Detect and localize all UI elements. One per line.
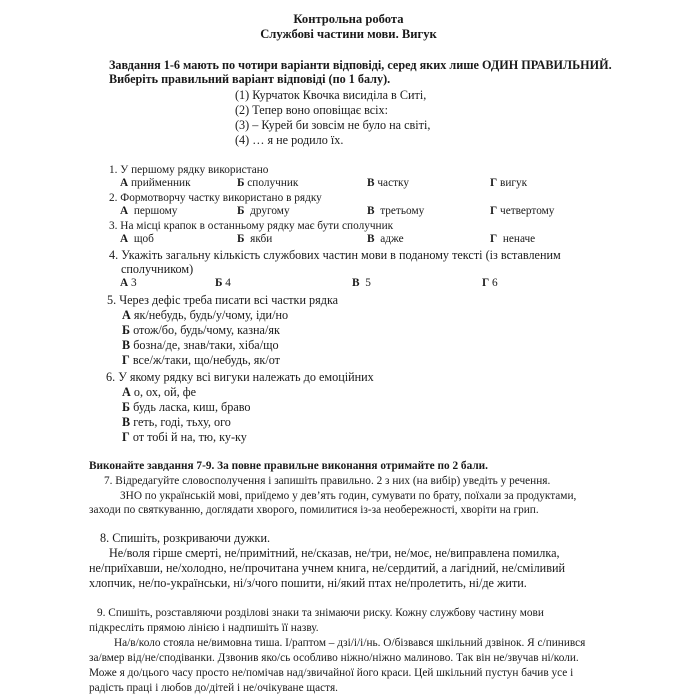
- option-b: [237, 233, 272, 246]
- option-text: будь ласка, киш, браво: [130, 400, 251, 414]
- option-text: отож/бо, будь/чому, казна/як: [130, 323, 280, 337]
- option-a: [122, 385, 196, 399]
- option-key: В: [367, 177, 375, 189]
- option-v: [367, 205, 424, 218]
- option-key: Б: [237, 205, 245, 217]
- option-key: Г: [482, 277, 490, 289]
- option-key: В: [367, 205, 375, 217]
- option-v: [352, 277, 371, 290]
- task-line: ЗНО по українській мові, приїдемо у дев’ять годин, сумувати по брату, поїхали за продуктами,: [120, 490, 577, 502]
- option-key: Г: [490, 177, 498, 189]
- option-key: Б: [215, 277, 223, 289]
- option-text: щоб: [128, 233, 154, 245]
- question-text-continued: сполучником): [121, 262, 194, 276]
- option-b: [122, 400, 251, 414]
- option-a: [120, 177, 191, 190]
- option-text: адже: [374, 233, 404, 245]
- task-line: заходи по святкуванню, доглядати хворого, помилитися із-за необережності, хворіти на грип.: [89, 504, 539, 516]
- option-key: Б: [122, 400, 131, 414]
- option-b: [237, 177, 298, 190]
- option-text: геть, годі, тьху, ого: [130, 415, 231, 429]
- option-a: [120, 277, 137, 290]
- task-line: хлопчик, не/по-українськи, ні/з/чого пошити, ні/який птах не/пролетить, ні/де жити.: [89, 576, 527, 590]
- option-b: [237, 205, 290, 218]
- task-line: На/в/коло стояла не/вимовна тиша. І/раптом – дзі/і/і/нь. О/бізвався шкільний дзвінок. Я с/пинився: [114, 637, 586, 649]
- option-key: Г: [490, 233, 498, 245]
- task-line: не/приїхавши, не/холодно, не/прочитана учнем книга, не/сердитий, а лагідний, не/сміливий: [89, 561, 565, 575]
- question-text: 6. У якому рядку всі вигуки належать до емоційних: [106, 370, 374, 384]
- option-text: частку: [374, 177, 409, 189]
- option-text: третьому: [374, 205, 425, 217]
- question-text: 2. Формотворчу частку використано в рядку: [109, 192, 322, 204]
- document-subtitle: Службові частини мови. Вигук: [260, 27, 437, 41]
- option-g: [490, 205, 554, 218]
- option-text: четвертому: [497, 205, 555, 217]
- option-key: В: [122, 415, 131, 429]
- task-text-continued: підкресліть прямою лінією і надпишіть її назву.: [89, 622, 319, 634]
- option-g: [122, 430, 247, 444]
- document-title: Контрольна робота: [293, 12, 404, 26]
- option-key: А: [120, 277, 129, 289]
- poem-line: (4) … я не родило їх.: [235, 133, 344, 147]
- task-line: за/вмер від/не/сподіванки. Дзвонив яко/сь особливо ніжно/ніжно малиново. Так він не/звучав ні/коли.: [89, 652, 579, 664]
- option-key: А: [122, 385, 131, 399]
- task-text: 8. Спишіть, розкриваючи дужки.: [100, 531, 271, 545]
- option-v: [367, 233, 404, 246]
- option-text: якби: [244, 233, 273, 245]
- question-text: 3. На місці крапок в останньому рядку має бути сполучник: [109, 220, 394, 232]
- option-key: А: [120, 233, 129, 245]
- option-a: [120, 205, 177, 218]
- task-line: радість праці і любов до/дітей і не/очікуване щастя.: [89, 682, 338, 694]
- option-text: сполучник: [244, 177, 299, 189]
- task-line: Може я до/цього часу просто не/помічав над/звичайної його краси. Цей шкільний пустун бачив усе і: [89, 667, 574, 679]
- option-a: [120, 233, 154, 246]
- option-b: [215, 277, 231, 290]
- option-v: [122, 415, 231, 429]
- poem-line: (1) Курчаток Квочка висиділа в Ситі,: [235, 88, 427, 102]
- option-text: прийменник: [128, 177, 191, 189]
- option-a: [122, 308, 288, 322]
- option-key: Г: [490, 205, 498, 217]
- option-g: [482, 277, 498, 290]
- option-key: Г: [122, 430, 130, 444]
- instructions-line-2: Виберіть правильний варіант відповіді (по 1 балу).: [109, 72, 391, 86]
- option-text: все/ж/таки, що/небудь, як/от: [129, 353, 280, 367]
- option-v: [367, 177, 409, 190]
- option-key: В: [367, 233, 375, 245]
- poem-line: (3) – Курей би зовсім не було на світі,: [235, 118, 431, 132]
- option-text: от тобі й на, тю, ку-ку: [129, 430, 247, 444]
- option-g: [490, 233, 535, 246]
- poem-line: (2) Тепер воно оповіщає всіх:: [235, 103, 389, 117]
- option-text: другому: [244, 205, 290, 217]
- option-key: В: [122, 338, 131, 352]
- option-text: 5: [359, 277, 371, 289]
- option-text: 6: [489, 277, 498, 289]
- option-key: А: [120, 205, 129, 217]
- instructions-line-1: Завдання 1-6 мають по чотири варіанти відповіді, серед яких лише ОДИН ПРАВИЛЬНИЙ.: [109, 58, 612, 72]
- option-text: як/небудь, будь/у/чому, іди/но: [130, 308, 289, 322]
- option-g: [122, 353, 280, 367]
- instructions-7-9: Виконайте завдання 7-9. За повне правильне виконання отримайте по 2 бали.: [89, 460, 488, 472]
- option-b: [122, 323, 280, 337]
- task-line: Не/воля гірше смерті, не/примітний, не/сказав, не/три, не/моє, не/виправлена помилка,: [109, 546, 560, 560]
- option-key: Б: [122, 323, 131, 337]
- option-text: о, ох, ой, фе: [130, 385, 197, 399]
- task-text: 7. Відредагуйте словосполучення і запишіть правильно. 2 з них (на вибір) уведіть у речення.: [104, 475, 551, 487]
- option-v: [122, 338, 279, 352]
- option-key: Б: [237, 177, 245, 189]
- option-key: Г: [122, 353, 130, 367]
- option-key: В: [352, 277, 360, 289]
- question-text: 5. Через дефіс треба писати всі частки рядка: [107, 293, 339, 307]
- option-text: 4: [222, 277, 231, 289]
- option-key: А: [122, 308, 131, 322]
- question-text: 4. Укажіть загальну кількість службових частин мови в поданому тексті (із вставленим: [109, 248, 561, 262]
- option-key: Б: [237, 233, 245, 245]
- question-text: 1. У першому рядку використано: [109, 164, 269, 176]
- task-text: 9. Спишіть, розставляючи розділові знаки та знімаючи риску. Кожну службову частину мови: [97, 607, 544, 619]
- option-g: [490, 177, 527, 190]
- option-key: А: [120, 177, 129, 189]
- option-text: бозна/де, знав/таки, хіба/що: [130, 338, 279, 352]
- option-text: неначе: [497, 233, 536, 245]
- option-text: вигук: [497, 177, 528, 189]
- option-text: 3: [128, 277, 137, 289]
- option-text: першому: [128, 205, 178, 217]
